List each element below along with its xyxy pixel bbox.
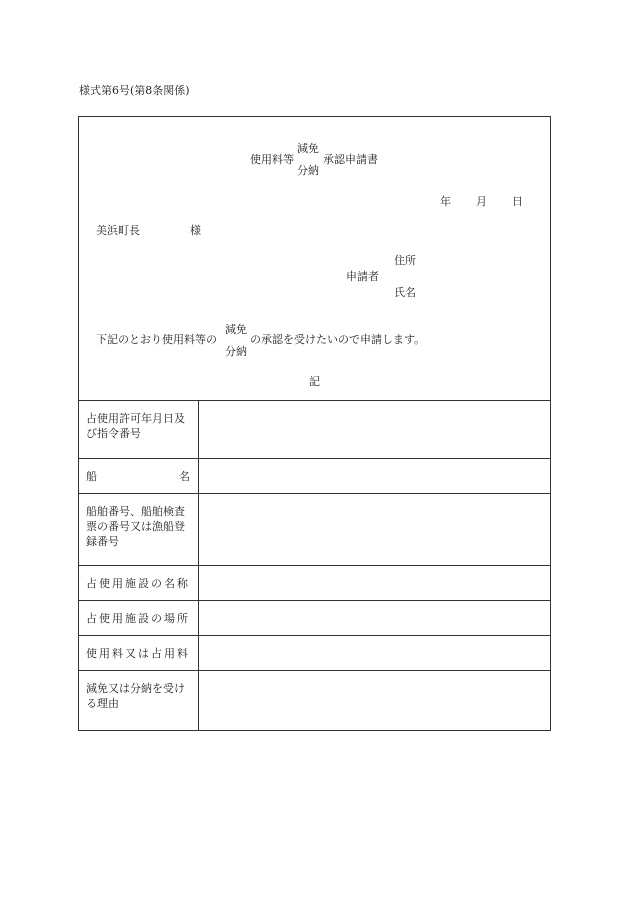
fee-field[interactable] bbox=[199, 636, 550, 670]
date-month-label: 月 bbox=[476, 195, 487, 208]
table-row bbox=[79, 400, 550, 458]
table-row bbox=[79, 600, 550, 635]
table-row bbox=[79, 670, 550, 731]
body-option-exemption: 減免 bbox=[225, 323, 247, 336]
table-row bbox=[79, 565, 550, 600]
addressee-honorific: 様 bbox=[190, 224, 201, 237]
ship-name-label-left: 船 bbox=[86, 470, 97, 483]
row-label: 占使用許可年月日及び指令番号 bbox=[79, 401, 199, 458]
applicant-label: 申請者 bbox=[346, 270, 379, 283]
table-row bbox=[79, 458, 550, 493]
title-option-installment: 分納 bbox=[297, 164, 319, 177]
body-text-end: の承認を受けたいので申請します。 bbox=[250, 333, 426, 346]
form-id: 様式第6号(第8条関係) bbox=[79, 84, 190, 97]
ki-heading: 記 bbox=[309, 375, 320, 388]
permit-date-number-field[interactable] bbox=[199, 401, 550, 458]
row-label bbox=[79, 459, 199, 493]
ship-name-field[interactable] bbox=[199, 459, 550, 493]
table-row bbox=[79, 635, 550, 670]
applicant-address-label: 住所 bbox=[394, 254, 416, 267]
row-label: 占使用施設の場所 bbox=[79, 601, 199, 635]
row-label: 使用料又は占用料 bbox=[79, 636, 199, 670]
body-option-installment: 分納 bbox=[225, 345, 247, 358]
row-label: 占使用施設の名称 bbox=[79, 566, 199, 600]
details-table bbox=[79, 400, 550, 731]
addressee: 美浜町長 bbox=[96, 224, 140, 237]
date-day-label: 日 bbox=[512, 195, 523, 208]
ship-name-label-right: 名 bbox=[179, 470, 190, 483]
row-label: 船舶番号、船舶検査票の番号又は漁船登録番号 bbox=[79, 494, 199, 565]
title-prefix: 使用料等 bbox=[250, 153, 294, 166]
reason-field[interactable] bbox=[199, 671, 550, 731]
table-row bbox=[79, 493, 550, 565]
row-label: 減免又は分納を受ける理由 bbox=[79, 671, 199, 731]
facility-name-field[interactable] bbox=[199, 566, 550, 600]
title-suffix: 承認申請書 bbox=[323, 153, 378, 166]
application-form bbox=[78, 116, 551, 731]
applicant-name-label: 氏名 bbox=[394, 286, 416, 299]
ship-number-field[interactable] bbox=[199, 494, 550, 565]
body-text-start: 下記のとおり使用料等の bbox=[96, 333, 217, 346]
title-option-exemption: 減免 bbox=[297, 142, 319, 155]
facility-location-field[interactable] bbox=[199, 601, 550, 635]
form-header bbox=[79, 117, 550, 400]
date-year-label: 年 bbox=[440, 195, 451, 208]
